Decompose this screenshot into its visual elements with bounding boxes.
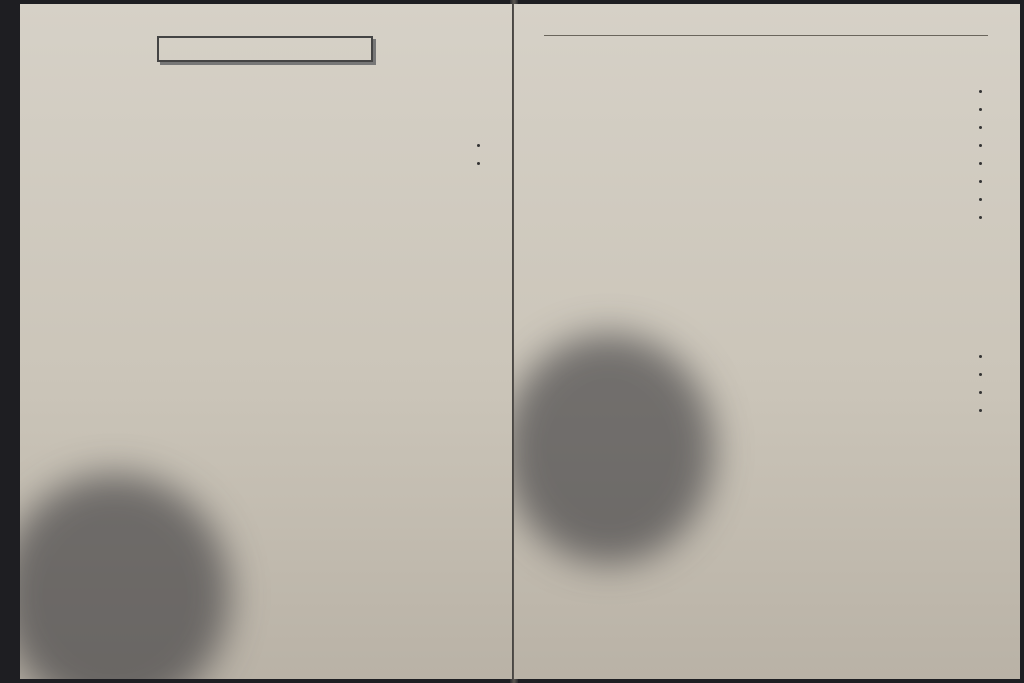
bullet-item <box>544 83 970 101</box>
bullet-item <box>544 173 970 191</box>
paragraph <box>44 177 486 194</box>
bullet-list <box>544 348 970 420</box>
sub-heading <box>544 46 988 59</box>
note-line <box>544 233 988 246</box>
bullet-item <box>544 348 970 366</box>
note-line <box>544 252 988 265</box>
bullet-item <box>544 366 970 384</box>
sub-heading <box>44 200 486 213</box>
bullet-item <box>544 137 970 155</box>
paragraph <box>544 306 988 323</box>
left-page <box>20 4 512 679</box>
section-heading <box>44 97 486 110</box>
sub-heading <box>544 290 988 303</box>
page-number <box>44 18 486 32</box>
bullet-item <box>544 402 970 420</box>
paragraph <box>44 260 486 277</box>
note-line <box>544 271 988 284</box>
paragraph <box>544 62 988 79</box>
bullet-list <box>544 83 970 227</box>
right-page <box>514 4 1020 679</box>
bullet-item <box>544 119 970 137</box>
chapter-title-box <box>157 36 373 62</box>
bullet-item <box>544 155 970 173</box>
shadow <box>20 474 230 679</box>
section-heading <box>44 241 486 254</box>
paragraph <box>44 116 486 133</box>
bullet-list <box>44 137 468 173</box>
intro-paragraph <box>44 72 486 89</box>
bullet-item <box>44 137 468 155</box>
paragraph <box>44 216 486 233</box>
bullet-item <box>544 384 970 402</box>
bullet-item <box>544 209 970 227</box>
bullet-item <box>44 155 468 173</box>
paragraph <box>544 327 988 344</box>
bullet-item <box>544 191 970 209</box>
bullet-item <box>544 101 970 119</box>
page-header <box>544 18 988 36</box>
